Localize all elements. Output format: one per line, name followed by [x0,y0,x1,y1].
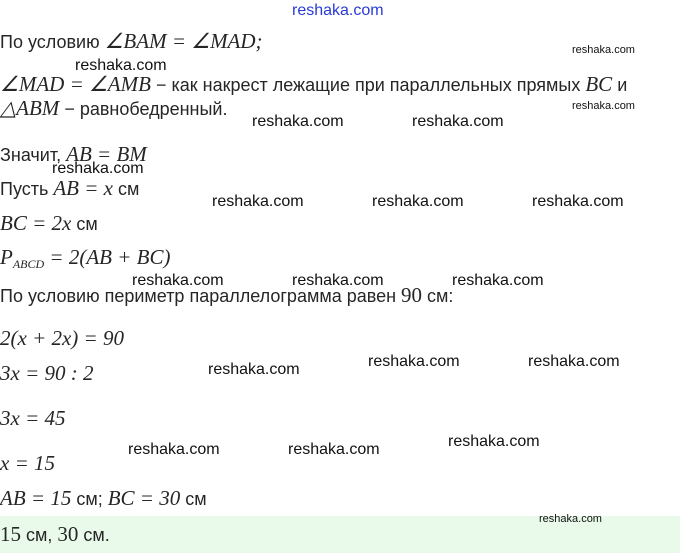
watermark: reshaka.com [75,57,167,74]
watermark: reshaka.com [572,100,635,112]
watermark: reshaka.com [539,513,602,525]
text: см, [21,525,58,545]
text: см [113,179,140,199]
text: − равнобедренный. [59,99,228,119]
watermark: reshaka.com [292,2,384,19]
watermark: reshaka.com [288,441,380,458]
math: 30 [57,522,79,546]
solution-line-10 [0,363,94,384]
math: AB = x [53,176,114,200]
solution-line-2 [0,74,627,95]
math: △ABM [0,96,60,120]
watermark: reshaka.com [208,361,300,378]
watermark: reshaka.com [372,193,464,210]
math: AB = 15 [0,486,72,510]
watermark: reshaka.com [532,193,624,210]
solution-line-6 [0,213,98,234]
solution-line-8 [0,285,453,306]
watermark: reshaka.com [368,353,460,370]
watermark: reshaka.com [572,44,635,56]
text: По условию периметр параллелограмма равен [0,286,402,306]
text: см [180,489,207,509]
solution-line-12 [0,453,55,474]
math: BC [585,72,613,96]
math: BC = 30 [107,486,181,510]
math: 2(x + 2x) = 90 [0,326,124,350]
watermark: reshaka.com [292,272,384,289]
text: Пусть [0,179,54,199]
math: P [0,245,13,269]
solution-line-9 [0,328,124,349]
text: и [612,75,628,95]
math: BC = 2x [0,211,72,235]
solution-line-5 [0,178,139,199]
watermark: reshaka.com [52,160,144,177]
math: 90 [401,283,423,307]
math: AB = BM [66,142,147,166]
watermark: reshaka.com [132,272,224,289]
text: см. [78,525,110,545]
text: см; [71,489,108,509]
math: = 2(AB + BC) [44,245,171,269]
text: Значит, [0,145,67,165]
watermark: reshaka.com [212,193,304,210]
text: см: [422,286,454,306]
solution-line-3 [0,98,227,119]
solution-line-13 [0,488,207,509]
math: 3x = 45 [0,406,66,430]
answer-line [0,524,110,545]
math: 15 [0,522,21,546]
math: ∠MAD = ∠AMB [0,72,151,96]
watermark: reshaka.com [412,113,504,130]
watermark: reshaka.com [448,433,540,450]
solution-line-1 [0,31,263,52]
text: − как накрест лежащие при параллельных прямых [150,75,586,95]
math-subscript: ABCD [12,257,45,271]
math: ∠BAM = ∠MAD; [104,29,263,53]
text: По условию [0,32,105,52]
math: 3x = 90 : 2 [0,361,94,385]
watermark: reshaka.com [128,441,220,458]
text: см [71,214,98,234]
solution-line-7 [0,247,171,274]
watermark: reshaka.com [452,272,544,289]
solution-line-11 [0,408,66,429]
watermark: reshaka.com [252,113,344,130]
watermark: reshaka.com [528,353,620,370]
math: x = 15 [0,451,55,475]
